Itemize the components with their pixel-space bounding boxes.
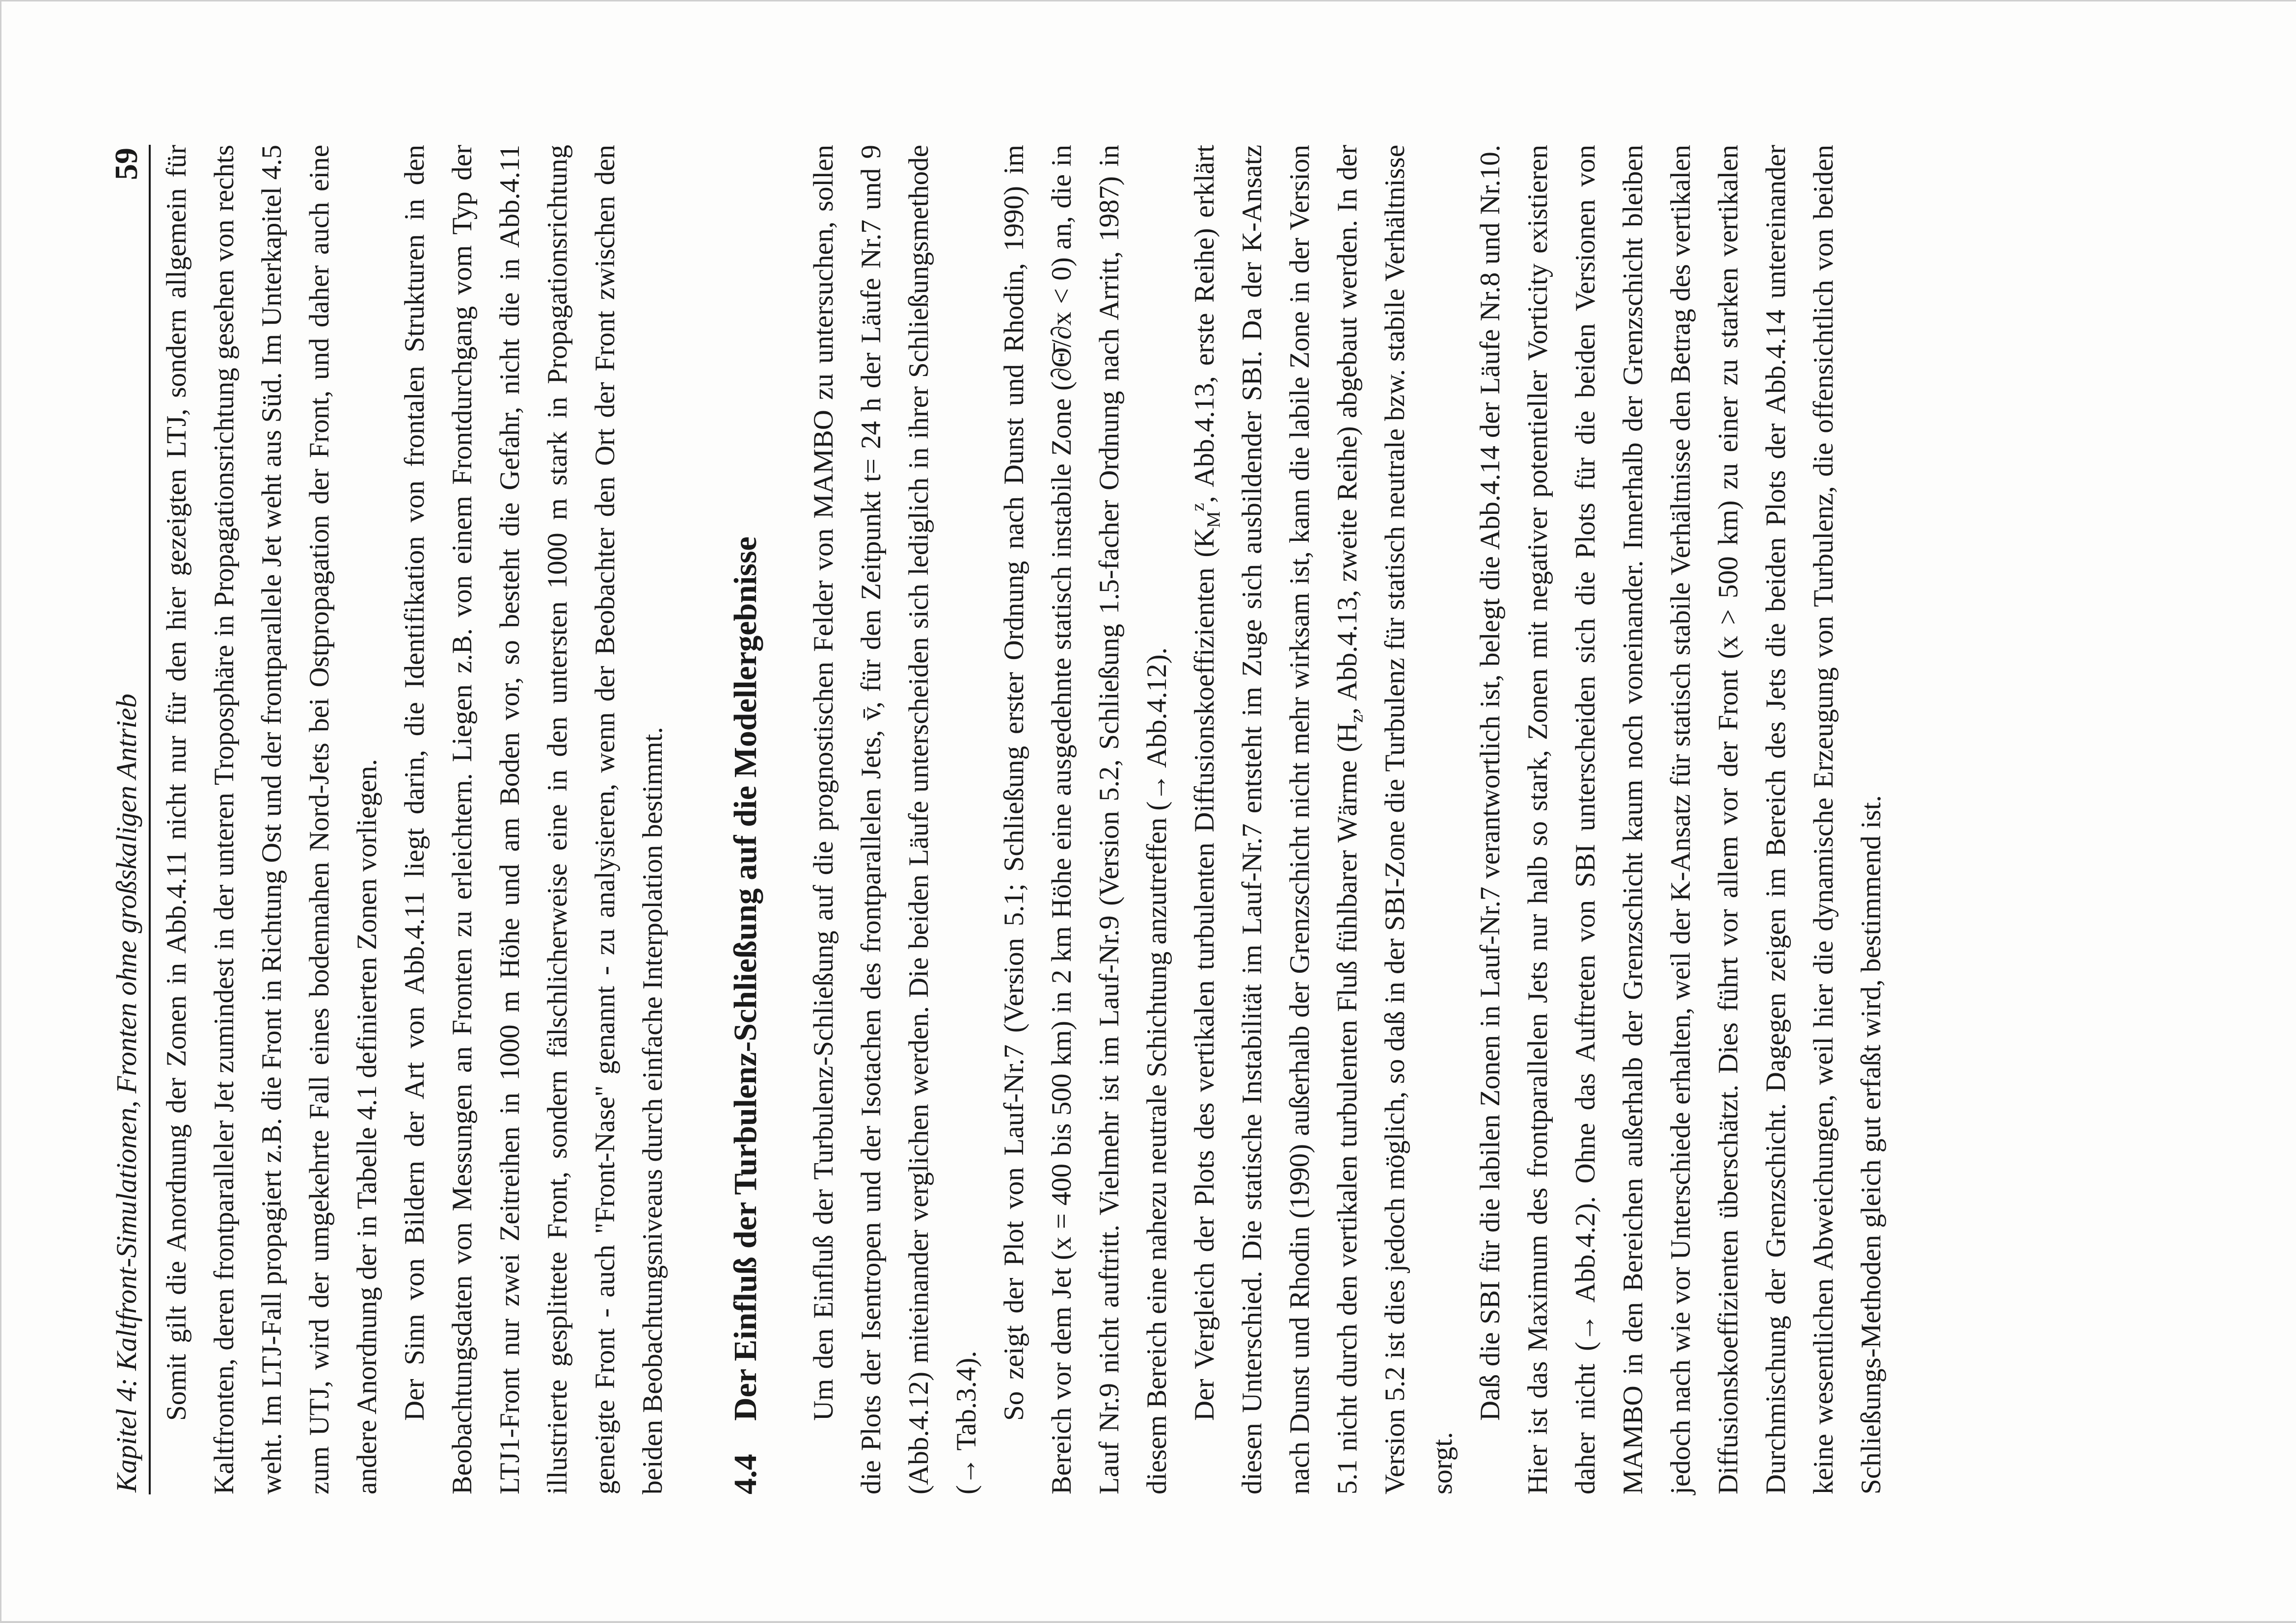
paragraph: Somit gilt die Anordnung der Zonen in Abb.4.11 nicht nur für den hier gezeigten LTJ, sondern allgemein für Kaltfronten, deren frontparalleler Jet zumindest in der unteren Troposphäre in Propagationsrichtung gesehen von rechts weht. Im LTJ-Fall propagiert z.B. die Front in Richtung Ost und der frontparallele Jet weht aus Süd. Im Unterkapitel 4.5 zum UTJ, wird der umgekehrte Fall eines bodennahen Nord-Jets bei Ostpropagation der Front, und daher auch eine andere Anordnung der in Tabelle 4.1 definierten Zonen vorliegen. bbox=[161, 145, 382, 1494]
rotated-page bbox=[91, 145, 2104, 1494]
paragraph: Daß die SBI für die labilen Zonen in Lauf-Nr.7 verantwortlich ist, belegt die Abb.4.14 der Läufe Nr.8 und Nr.10. Hier ist das Maximum des frontparallelen Jets nur halb so stark, Zonen mit negativer potentieller Vorticity existieren daher nicht (→ Abb.4.2). Ohne das Auftreten von SBI unterscheiden sich die Plots für die beiden Versionen von MAMBO in den Bereichen außerhalb der Grenzschicht kaum noch voneinander. Innerhalb der Grenzschicht bleiben jedoch nach wie vor Unterschiede erhalten, weil der K-Ansatz für statisch stabile Verhältnisse den Betrag des vertikalen Diffusionskoeffizienten überschätzt. Dies führt vor allem vor der Front (x > 500 km) zu einer zu starken vertikalen Durchmischung der Grenzschicht. Dagegen zeigen im Bereich des Jets die beiden Plots der Abb.4.14 untereinander keine wesentlichen Abweichungen, weil hier die dynamische Erzeugung von Turbulenz, die offensichtlich von beiden Schließungs-Methoden gleich gut erfaßt wird, bestimmend ist. bbox=[1475, 145, 1887, 1494]
section-heading bbox=[722, 145, 769, 1494]
running-head-title: Kapitel 4: Kaltfront-Simulationen, Fronten ohne großskaligen Antrieb bbox=[110, 693, 142, 1492]
page-number: 59 bbox=[108, 148, 144, 180]
page-body bbox=[153, 145, 1895, 1494]
running-head bbox=[91, 145, 151, 1494]
paragraph: So zeigt der Plot von Lauf-Nr.7 (Version 5.1; Schließung erster Ordnung nach Dunst und Rhodin, 1990) im Bereich vor dem Jet (x = 400 bis 500 km) in 2 km Höhe eine ausgedehnte statisch instabile Zone (∂Θ̄/∂x < 0) an, die in Lauf Nr.9 nicht auftritt. Vielmehr ist im Lauf-Nr.9 (Version 5.2, Schließung 1.5-facher Ordnung nach Arritt, 1987) in diesem Bereich eine nahezu neutrale Schichtung anzutreffen (→ Abb.4.12). bbox=[999, 145, 1172, 1494]
scan-edge-top bbox=[0, 0, 2296, 1]
text-run: , Abb.4.13, zweite Reihe) abgebaut werden. In der Version 5.2 ist dies jedoch möglich, so daß in der SBI-Zone die Turbulenz für statisch neutrale bzw. stabile Verhältnisse sorgt. bbox=[1332, 145, 1458, 1494]
paragraph bbox=[1181, 145, 1466, 1494]
superscript: z bbox=[1188, 503, 1208, 511]
subscript: M bbox=[1203, 511, 1224, 528]
text-run: , Abb.4.13, erste Reihe) erklärt diesen Unterschied. Die statische Instabilität im Lauf-Nr.7 entsteht im Zuge sich ausbildender SBI. Da der K-Ansatz nach Dunst und Rhodin (1990) außerhalb der Grenzschicht nicht mehr wirksam ist, kann die labile Zone in der Version 5.1 nicht durch den vertikalen turbulenten Fluß fühlbarer Wärme (H bbox=[1189, 144, 1363, 1494]
section-number: 4.4 bbox=[728, 1454, 763, 1494]
scan-edge-left bbox=[0, 0, 1, 1623]
paragraph: Der Sinn von Bildern der Art von Abb.4.11 liegt darin, die Identifikation von frontalen Strukturen in den Beobachtungsdaten von Messungen an Fronten zu erleichtern. Liegen z.B. von einem Frontdurchgang vom Typ der LTJ1-Front nur zwei Zeitreihen in 1000 m Höhe und am Boden vor, so besteht die Gefahr, nicht die in Abb.4.11 illustrierte gesplittete Front, sondern fälschlicherweise eine in den untersten 1000 m stark in Propagationsrichtung geneigte Front - auch "Front-Nase" genannt - zu analysieren, wenn der Beobachter den Ort der Front zwischen den beiden Beobachtungsniveaus durch einfache Interpolation bestimmt. bbox=[399, 145, 668, 1494]
subscript: z bbox=[1346, 714, 1367, 723]
text-run: Der Vergleich der Plots des vertikalen turbulenten Diffusionskoeffizienten (K bbox=[1189, 528, 1220, 1421]
scan-edge-bottom bbox=[0, 1621, 2296, 1623]
paragraph: Um den Einfluß der Turbulenz-Schließung auf die prognostischen Felder von MAMBO zu untersuchen, sollen die Plots der Isentropen und der Isotachen des frontparallelen Jets, v̄, für den Zeitpunkt t= 24 h der Läufe Nr.7 und 9 (Abb.4.12) miteinander verglichen werden. Die beiden Läufe unterscheiden sich lediglich in ihrer Schließungsmethode (→ Tab.3.4). bbox=[808, 145, 982, 1494]
section-title: Der Einfluß der Turbulenz-Schließung auf die Modellergebnisse bbox=[728, 536, 763, 1421]
